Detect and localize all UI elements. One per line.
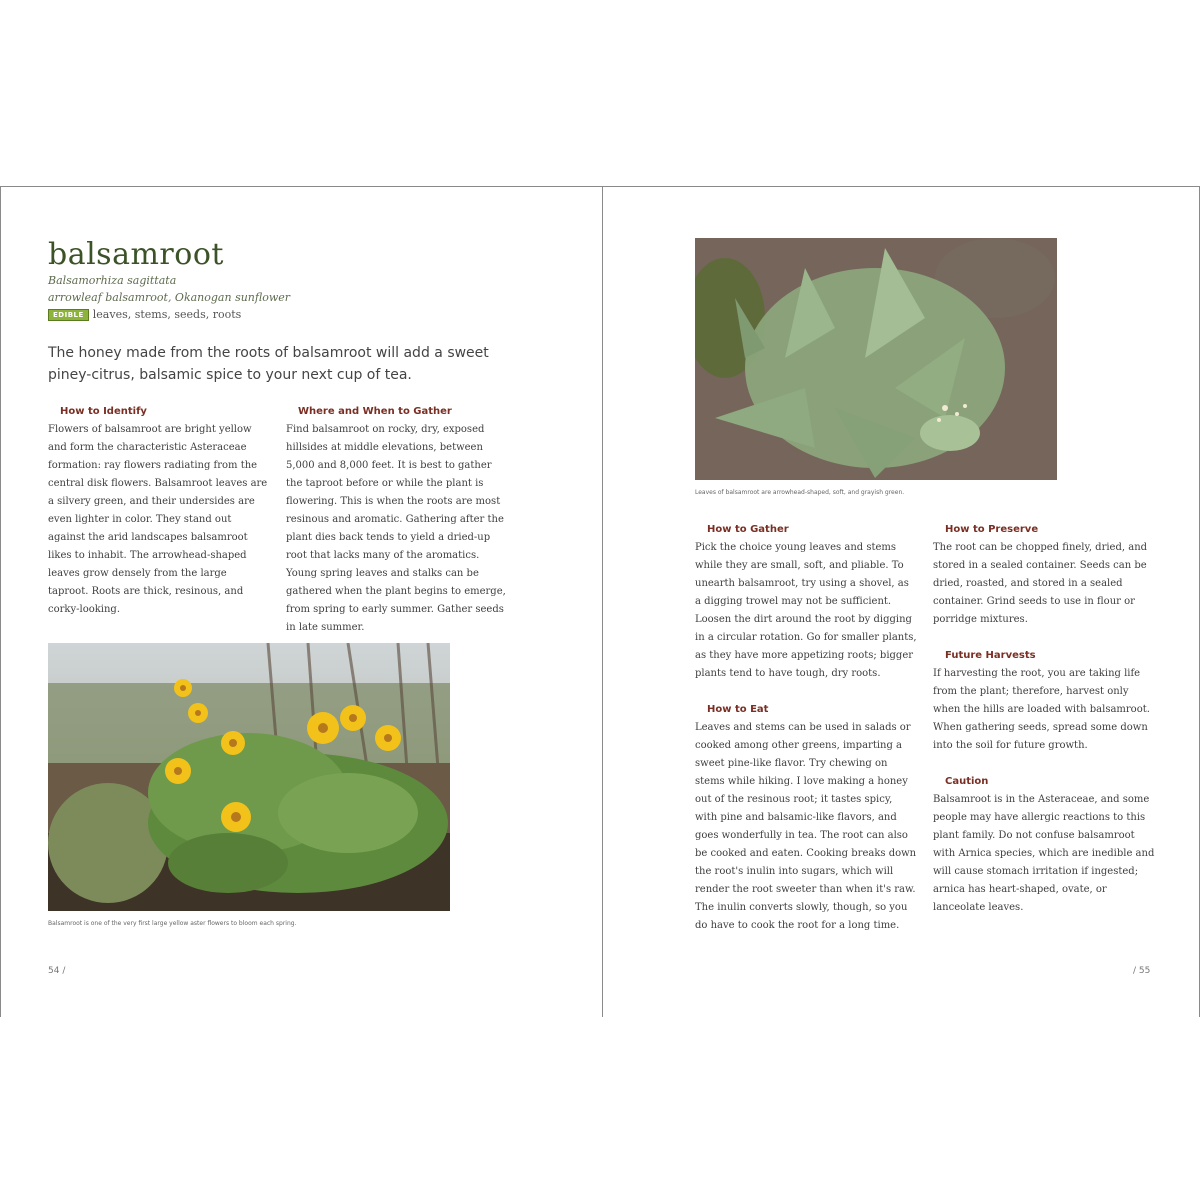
edible-parts: leaves, stems, seeds, roots [92, 308, 242, 321]
photo-caption: Leaves of balsamroot are arrowhead-shaped, soft, and grayish green. [695, 489, 905, 496]
section-body: Leaves and stems can be used in salads or cooked among other greens, imparting a sweet pine-like flavor. Try chewing on stems while hiking. I love making a honey out of the resinous root; it tastes spicy, with pine and balsamic-like flavors, and goes wonderfully in tea. The root can also be cooked and eaten. Cooking breaks down the root's inulin into sugars, which will render the root sweeter than when it's raw. The inulin converts slowly, though, so you do have to cook the root for a long time. [695, 722, 917, 931]
right-page [602, 187, 1200, 1017]
section-heading: How to Gather [707, 524, 789, 535]
photo-caption: Balsamroot is one of the very first large yellow aster flowers to bloom each spring. [48, 920, 297, 927]
photo-balsamroot-flowers [48, 643, 450, 911]
section-body: The root can be chopped finely, dried, and stored in a sealed container. Seeds can be dried, roasted, and stored in a sealed container. Grind seeds to use in flour or porridge mixtures. [933, 542, 1148, 625]
section-body: Find balsamroot on rocky, dry, exposed hillsides at middle elevations, between 5,000 and 8,000 feet. It is best to gather the taproot before or while the plant is flowering. This is when the roots are most resinous and aromatic. Gathering after the plant dies back tends to yield a dried-up root that lacks many of the aromatics. Young spring leaves and stalks can be gathered when the plant begins to emerge, from spring to early summer. Gather seeds in late summer. [286, 424, 506, 633]
page-title: balsamroot [48, 237, 224, 272]
section-heading: Future Harvests [945, 650, 1036, 661]
section-heading: How to Preserve [945, 524, 1039, 535]
section-future-harvests [933, 650, 1155, 755]
section-where-when-gather [286, 406, 510, 637]
section-heading: How to Eat [707, 704, 769, 715]
edible-badge: EDIBLE [48, 309, 89, 321]
edible-parts-row [48, 308, 241, 321]
section-heading: Caution [945, 776, 989, 787]
common-names: arrowleaf balsamroot, Okanogan sunflower [48, 291, 291, 304]
section-body: Flowers of balsamroot are bright yellow and form the characteristic Asteraceae formation: ray flowers radiating from the central disk flowers. Balsamroot leaves are a silvery green, and their undersides are even lighter in color. They stand out against the arid landscapes balsamroot likes to inhabit. The arrowhead-shaped leaves grow densely from the large taproot. Roots are thick, resinous, and corky-looking. [48, 424, 268, 615]
section-body: Balsamroot is in the Asteraceae, and some people may have allergic reactions to this plant family. Do not confuse balsamroot with Arnica species, which are inedible and will cause stomach irritation if ingested; arnica has heart-shaped, ovate, or lanceolate leaves. [933, 794, 1155, 913]
page-number: / 55 [1133, 966, 1151, 976]
section-caution [933, 776, 1155, 917]
section-how-to-eat [695, 704, 917, 935]
photo-balsamroot-leaves [695, 238, 1057, 480]
section-how-to-gather [695, 524, 917, 683]
section-heading: How to Identify [60, 406, 147, 417]
intro-text: The honey made from the roots of balsamroot will add a sweet piney-citrus, balsamic spice to your next cup of tea. [48, 345, 489, 383]
section-body: If harvesting the root, you are taking life from the plant; therefore, harvest only when the hills are loaded with balsamroot. When gathering seeds, spread some down into the soil for future growth. [933, 668, 1150, 751]
book-spread [0, 186, 1200, 1017]
section-how-to-identify [48, 406, 270, 619]
flower-photo-illustration [48, 643, 450, 911]
section-how-to-preserve [933, 524, 1155, 629]
latin-name: Balsamorhiza sagittata [48, 274, 177, 287]
left-page [0, 187, 602, 1017]
page-number: 54 / [48, 966, 66, 976]
section-body: Pick the choice young leaves and stems while they are small, soft, and pliable. To unearth balsamroot, try using a shovel, as a digging trowel may not be sufficient. Loosen the dirt around the root by digging in a circular rotation. Go for smaller plants, as they have more appetizing roots; bigger plants tend to have tough, dry roots. [695, 542, 917, 679]
leaves-photo-illustration [695, 238, 1057, 480]
section-heading: Where and When to Gather [298, 406, 452, 417]
